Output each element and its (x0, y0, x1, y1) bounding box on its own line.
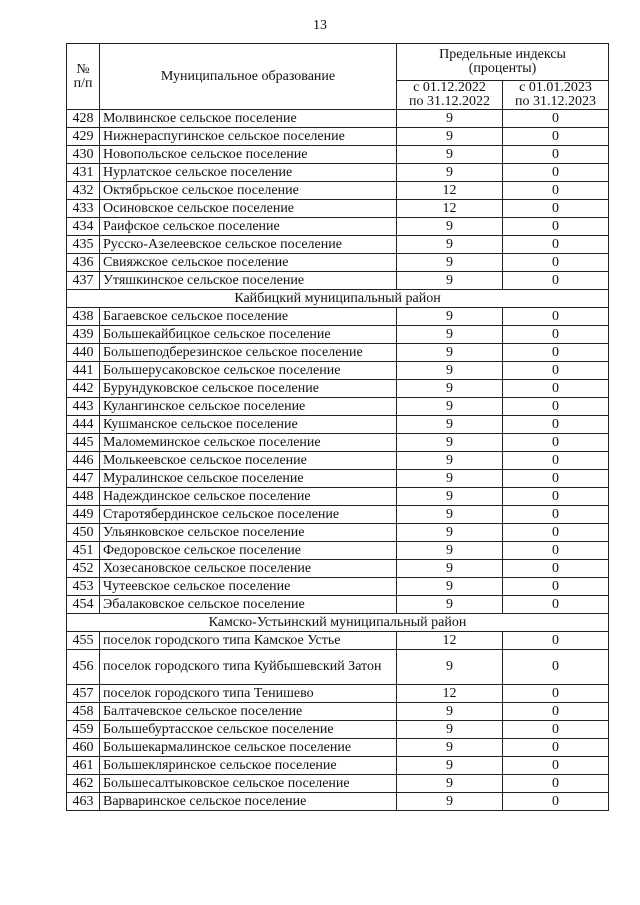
section-row (67, 614, 609, 632)
index-2023: 0 (503, 254, 609, 272)
index-2022: 12 (397, 182, 503, 200)
row-number: 428 (67, 110, 100, 128)
row-number: 458 (67, 703, 100, 721)
row-number: 435 (67, 236, 100, 254)
index-2023: 0 (503, 128, 609, 146)
section-title: Камско-Устьинский муниципальный район (67, 614, 609, 632)
index-2022: 9 (397, 308, 503, 326)
table-row (67, 398, 609, 416)
row-number: 442 (67, 380, 100, 398)
municipality-name: Муралинское сельское поселение (100, 470, 397, 488)
index-2023: 0 (503, 326, 609, 344)
index-2022: 9 (397, 757, 503, 775)
index-2022: 9 (397, 560, 503, 578)
table-row (67, 470, 609, 488)
index-2023: 0 (503, 146, 609, 164)
index-2023: 0 (503, 398, 609, 416)
index-2023: 0 (503, 470, 609, 488)
index-2023: 0 (503, 632, 609, 650)
municipality-name: поселок городского типа Тенишево (100, 685, 397, 703)
header-number (67, 44, 100, 110)
index-2022: 9 (397, 272, 503, 290)
index-2023: 0 (503, 739, 609, 757)
table-row (67, 200, 609, 218)
index-2022: 9 (397, 452, 503, 470)
row-number: 450 (67, 524, 100, 542)
table-row (67, 650, 609, 685)
municipality-name: Кулангинское сельское поселение (100, 398, 397, 416)
index-2023: 0 (503, 110, 609, 128)
municipality-name: Старотябердинское сельское поселение (100, 506, 397, 524)
header-number-label: № п/п (73, 61, 93, 91)
table-row (67, 362, 609, 380)
row-number: 430 (67, 146, 100, 164)
index-2023: 0 (503, 721, 609, 739)
index-2022: 9 (397, 128, 503, 146)
table-row (67, 272, 609, 290)
table-row (67, 596, 609, 614)
index-2023: 0 (503, 542, 609, 560)
index-2023: 0 (503, 488, 609, 506)
table-row (67, 434, 609, 452)
row-number: 438 (67, 308, 100, 326)
table-row (67, 128, 609, 146)
row-number: 462 (67, 775, 100, 793)
index-2022: 9 (397, 326, 503, 344)
index-2023: 0 (503, 685, 609, 703)
index-2023: 0 (503, 560, 609, 578)
index-2023: 0 (503, 272, 609, 290)
municipality-name: Молькеевское сельское поселение (100, 452, 397, 470)
index-2022: 9 (397, 721, 503, 739)
index-2022: 12 (397, 685, 503, 703)
table-row (67, 524, 609, 542)
row-number: 461 (67, 757, 100, 775)
row-number: 454 (67, 596, 100, 614)
index-2023: 0 (503, 308, 609, 326)
municipality-name: Молвинское сельское поселение (100, 110, 397, 128)
table-row (67, 757, 609, 775)
row-number: 447 (67, 470, 100, 488)
header-limit-indices (397, 44, 609, 81)
row-number: 440 (67, 344, 100, 362)
table-row (67, 308, 609, 326)
table-row (67, 703, 609, 721)
index-2022: 9 (397, 793, 503, 811)
header-limit-indices-label: Предельные индексы (проценты) (439, 47, 566, 76)
municipality-name: Нижнераспугинское сельское поселение (100, 128, 397, 146)
municipality-name: Хозесановское сельское поселение (100, 560, 397, 578)
municipality-name: Утяшкинское сельское поселение (100, 272, 397, 290)
index-2023: 0 (503, 524, 609, 542)
municipality-name: Ульянковское сельское поселение (100, 524, 397, 542)
index-2023: 0 (503, 380, 609, 398)
municipality-name: Большекайбицкое сельское поселение (100, 326, 397, 344)
index-2022: 9 (397, 506, 503, 524)
index-2023: 0 (503, 452, 609, 470)
header-municipality: Муниципальное образование (100, 44, 397, 110)
table-row (67, 452, 609, 470)
table-row (67, 793, 609, 811)
municipality-name: Бурундуковское сельское поселение (100, 380, 397, 398)
index-2023: 0 (503, 218, 609, 236)
index-2022: 9 (397, 470, 503, 488)
index-2023: 0 (503, 200, 609, 218)
municipality-name: Эбалаковское сельское поселение (100, 596, 397, 614)
table-body (67, 110, 609, 811)
table-row (67, 146, 609, 164)
municipality-name: Осиновское сельское поселение (100, 200, 397, 218)
municipality-name: Большебуртасское сельское поселение (100, 721, 397, 739)
row-number: 431 (67, 164, 100, 182)
municipality-name: Кушманское сельское поселение (100, 416, 397, 434)
row-number: 457 (67, 685, 100, 703)
table-row (67, 110, 609, 128)
index-2022: 9 (397, 146, 503, 164)
index-2023: 0 (503, 775, 609, 793)
index-2023: 0 (503, 236, 609, 254)
index-2022: 9 (397, 218, 503, 236)
municipality-name: Чутеевское сельское поселение (100, 578, 397, 596)
row-number: 446 (67, 452, 100, 470)
row-number: 456 (67, 650, 100, 685)
header-period-2022-label: с 01.12.2022 по 31.12.2022 (409, 80, 490, 109)
row-number: 443 (67, 398, 100, 416)
row-number: 441 (67, 362, 100, 380)
municipality-name: Раифское сельское поселение (100, 218, 397, 236)
index-2022: 9 (397, 650, 503, 685)
table-row (67, 236, 609, 254)
row-number: 452 (67, 560, 100, 578)
index-2023: 0 (503, 416, 609, 434)
municipality-name: Надеждинское сельское поселение (100, 488, 397, 506)
municipality-name: Багаевское сельское поселение (100, 308, 397, 326)
row-number: 445 (67, 434, 100, 452)
table-row (67, 218, 609, 236)
header-period-2022 (397, 81, 503, 110)
table-row (67, 182, 609, 200)
index-2022: 9 (397, 416, 503, 434)
index-2022: 9 (397, 775, 503, 793)
index-2022: 9 (397, 739, 503, 757)
index-2022: 9 (397, 110, 503, 128)
index-2022: 9 (397, 524, 503, 542)
table-row (67, 775, 609, 793)
table-row (67, 326, 609, 344)
table-row (67, 164, 609, 182)
row-number: 463 (67, 793, 100, 811)
index-2023: 0 (503, 757, 609, 775)
row-number: 429 (67, 128, 100, 146)
index-2023: 0 (503, 164, 609, 182)
index-2022: 9 (397, 380, 503, 398)
section-row (67, 290, 609, 308)
index-2023: 0 (503, 434, 609, 452)
table-row (67, 578, 609, 596)
index-2023: 0 (503, 793, 609, 811)
table-row (67, 632, 609, 650)
index-2022: 9 (397, 362, 503, 380)
table-row (67, 488, 609, 506)
row-number: 437 (67, 272, 100, 290)
row-number: 432 (67, 182, 100, 200)
table-row (67, 380, 609, 398)
municipality-name: Октябрьское сельское поселение (100, 182, 397, 200)
table-row (67, 542, 609, 560)
row-number: 460 (67, 739, 100, 757)
table-row (67, 254, 609, 272)
row-number: 448 (67, 488, 100, 506)
index-2023: 0 (503, 182, 609, 200)
table-row (67, 560, 609, 578)
row-number: 449 (67, 506, 100, 524)
index-2022: 12 (397, 632, 503, 650)
row-number: 439 (67, 326, 100, 344)
municipality-name: Балтачевское сельское поселение (100, 703, 397, 721)
index-2022: 9 (397, 254, 503, 272)
index-2022: 9 (397, 236, 503, 254)
index-2022: 9 (397, 703, 503, 721)
index-2023: 0 (503, 650, 609, 685)
index-2022: 12 (397, 200, 503, 218)
municipality-name: Нурлатское сельское поселение (100, 164, 397, 182)
table-header (67, 44, 609, 110)
index-2022: 9 (397, 542, 503, 560)
header-period-2023 (503, 81, 609, 110)
table-row (67, 721, 609, 739)
page-number: 13 (313, 18, 327, 33)
index-2023: 0 (503, 506, 609, 524)
municipality-name: Федоровское сельское поселение (100, 542, 397, 560)
index-2022: 9 (397, 488, 503, 506)
row-number: 459 (67, 721, 100, 739)
municipality-name: поселок городского типа Куйбышевский Затон (100, 650, 397, 685)
index-2023: 0 (503, 703, 609, 721)
row-number: 451 (67, 542, 100, 560)
table-row (67, 416, 609, 434)
header-period-2023-label: с 01.01.2023 по 31.12.2023 (515, 80, 596, 109)
municipality-name: Русско-Азелеевское сельское поселение (100, 236, 397, 254)
section-title: Кайбицкий муниципальный район (67, 290, 609, 308)
municipality-name: Большекляринское сельское поселение (100, 757, 397, 775)
index-2023: 0 (503, 344, 609, 362)
municipality-name: поселок городского типа Камское Устье (100, 632, 397, 650)
index-2023: 0 (503, 578, 609, 596)
indices-table (66, 43, 609, 811)
row-number: 436 (67, 254, 100, 272)
index-2022: 9 (397, 596, 503, 614)
municipality-name: Новопольское сельское поселение (100, 146, 397, 164)
municipality-name: Варваринское сельское поселение (100, 793, 397, 811)
table-row (67, 685, 609, 703)
index-2022: 9 (397, 434, 503, 452)
table-row (67, 506, 609, 524)
municipality-name: Большекармалинское сельское поселение (100, 739, 397, 757)
row-number: 444 (67, 416, 100, 434)
row-number: 433 (67, 200, 100, 218)
index-2023: 0 (503, 596, 609, 614)
municipality-name: Маломеминское сельское поселение (100, 434, 397, 452)
row-number: 453 (67, 578, 100, 596)
municipality-name: Большеподберезинское сельское поселение (100, 344, 397, 362)
index-2022: 9 (397, 398, 503, 416)
municipality-name: Большерусаковское сельское поселение (100, 362, 397, 380)
index-2023: 0 (503, 362, 609, 380)
row-number: 434 (67, 218, 100, 236)
index-2022: 9 (397, 164, 503, 182)
municipality-name: Свияжское сельское поселение (100, 254, 397, 272)
index-2022: 9 (397, 344, 503, 362)
row-number: 455 (67, 632, 100, 650)
table-row (67, 344, 609, 362)
table-row (67, 739, 609, 757)
municipality-name: Большесалтыковское сельское поселение (100, 775, 397, 793)
index-2022: 9 (397, 578, 503, 596)
